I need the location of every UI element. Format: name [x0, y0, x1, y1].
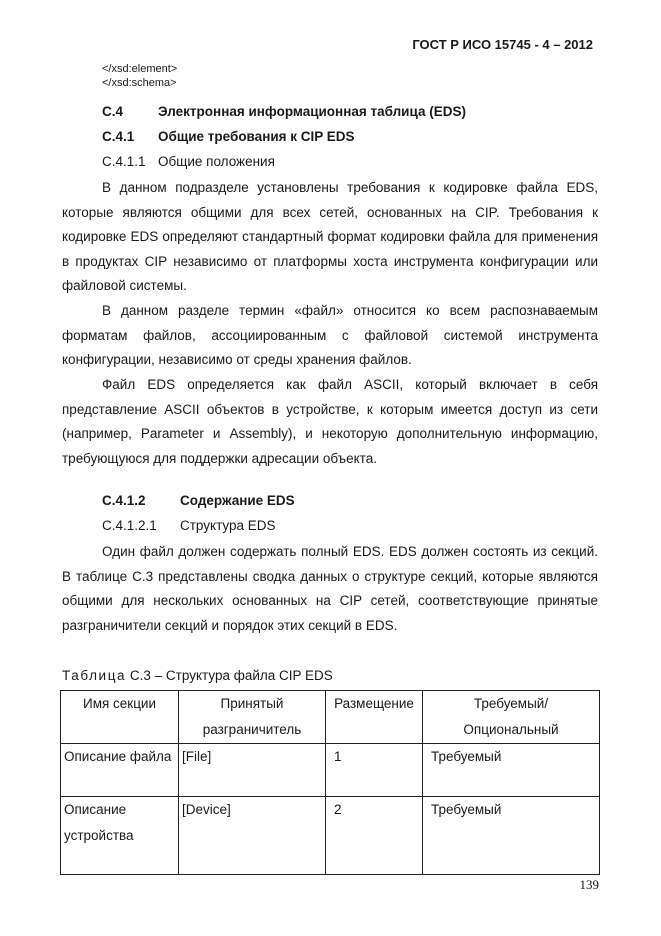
- table-row: [61, 797, 600, 875]
- section-number: C.4.1.2.1: [102, 518, 157, 533]
- section-number: C.4: [102, 104, 124, 119]
- section-title: Общие требования к CIP EDS: [158, 129, 355, 144]
- table-cell: Требуемый: [423, 744, 600, 797]
- header-cell: Принятый разграничитель: [179, 691, 326, 744]
- table-cell: Описание устройства: [61, 797, 179, 875]
- table-cell: Требуемый: [423, 797, 600, 875]
- paragraph: Один файл должен содержать полный EDS. EDS должен состоять из секций. В таблице C.3 представлены сводка данных о структуре секций, которые являются общими для нескольких основанных на CIP сетей, соответствующие принятые разграничители секций и порядок этих секций в EDS.: [62, 544, 598, 633]
- eds-structure-table: [60, 690, 600, 875]
- header-cell: Размещение: [326, 691, 423, 744]
- table-row: [61, 744, 600, 797]
- table-cell: [Device]: [179, 797, 326, 875]
- table-cell: 1: [326, 744, 423, 797]
- header-cell: Имя секции: [61, 691, 179, 744]
- section-number: C.4.1.1: [102, 154, 146, 169]
- section-number: C.4.1.2: [102, 493, 146, 508]
- table-cell: [File]: [179, 744, 326, 797]
- paragraph: В данном разделе термин «файл» относится ко всем распознаваемым форматам файлов, ассоциированным с файловой системой инструмента конфигурации, независимо от среды хранения файлов.: [62, 303, 598, 367]
- paragraph: В данном подразделе установлены требования к кодировке файла EDS, которые являются общими для всех сетей, основанных на CIP. Требования к кодировке EDS определяют стандартный формат кодировки файла для применения в продуктах CIP независимо от платформы хоста инструмента конфигурации или файловой системы.: [62, 180, 598, 293]
- section-title: Электронная информационная таблица (EDS): [158, 104, 466, 119]
- paragraph: Файл EDS определяется как файл ASCII, который включает в себя представление ASCII объектов в устройстве, к которым имеется доступ из сети (например, Parameter и Assembly), и некоторую дополнительную информацию, требующуюся для поддержки адресации объекта.: [62, 377, 598, 466]
- code-line: </xsd:element>: [102, 63, 178, 75]
- table-header-row: [61, 691, 600, 744]
- page-number: 139: [579, 877, 599, 892]
- code-line: </xsd:schema>: [102, 77, 177, 89]
- section-title: Содержание EDS: [180, 493, 295, 508]
- section-title: Общие положения: [158, 154, 275, 169]
- section-number: C.4.1: [102, 129, 135, 144]
- header-cell: Требуемый/ Опциональный: [423, 691, 600, 744]
- table-cell: Описание файла: [61, 744, 179, 797]
- table-caption: Таблица C.3 – Структура файла CIP EDS: [62, 668, 333, 683]
- table-cell: 2: [326, 797, 423, 875]
- document-header: ГОСТ Р ИСО 15745 - 4 – 2012: [412, 37, 593, 52]
- section-title: Структура EDS: [180, 518, 276, 533]
